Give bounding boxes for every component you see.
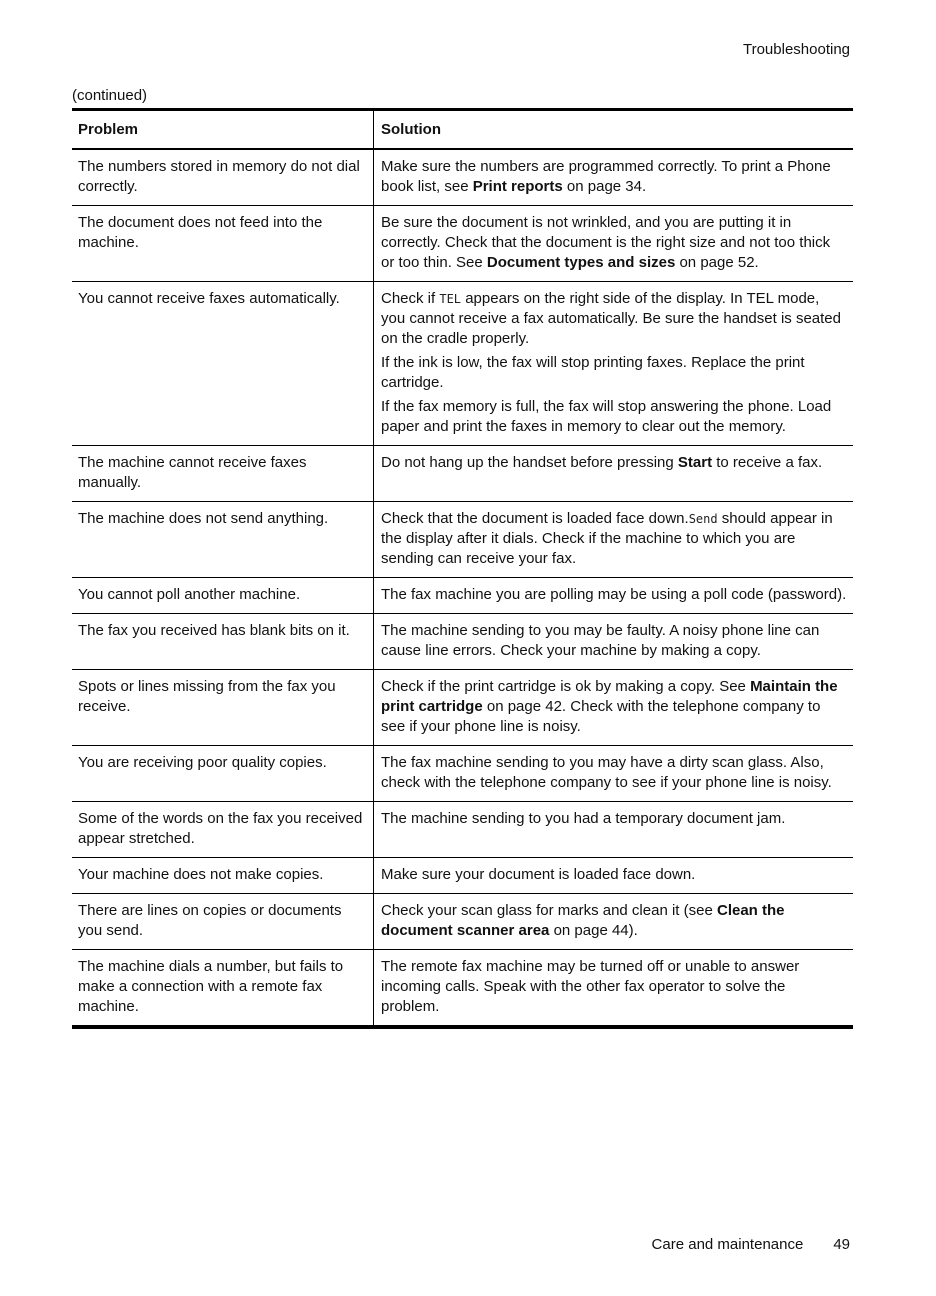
problem-cell: Some of the words on the fax you received appear stretched. — [72, 802, 374, 858]
table-row — [72, 802, 853, 858]
table-row — [72, 746, 853, 802]
text-run: Be sure the document is not wrinkled, and you are putting it in correctly. Check that the document is the right size and not too thick or too thin. See — [381, 214, 831, 271]
problem-cell: You cannot receive faxes automatically. — [72, 282, 374, 446]
solution-paragraph — [381, 621, 847, 661]
text-run: If the fax memory is full, the fax will stop answering the phone. Load paper and print the faxes in memory to clear out the memory. — [381, 398, 832, 435]
solution-cell — [374, 858, 854, 894]
column-header-problem: Problem — [72, 110, 374, 150]
display-text: TEL — [439, 292, 462, 306]
solution-cell — [374, 802, 854, 858]
page-number: 49 — [833, 1236, 850, 1253]
solution-cell — [374, 894, 854, 950]
running-header: Troubleshooting — [742, 41, 850, 58]
text-run: If the ink is low, the fax will stop printing faxes. Replace the print cartridge. — [381, 354, 805, 391]
table-row — [72, 502, 853, 578]
table-row — [72, 446, 853, 502]
text-run: The machine sending to you may be faulty. A noisy phone line can cause line errors. Check your machine by making a copy. — [381, 622, 820, 659]
text-run: should appear in the display after it dials. Check if the machine to which you are sending can receive your fax. — [381, 510, 833, 567]
solution-paragraph — [381, 677, 847, 737]
table-row — [72, 950, 853, 1028]
problem-cell: The fax you received has blank bits on it. — [72, 614, 374, 670]
solution-cell — [374, 670, 854, 746]
solution-cell — [374, 578, 854, 614]
text-run: to receive a fax. — [712, 454, 823, 471]
text-run: The remote fax machine may be turned off or unable to answer incoming calls. Speak with the other fax operator to solve the problem. — [381, 958, 800, 1015]
page-footer — [652, 1236, 850, 1253]
solution-paragraph — [381, 397, 847, 437]
table-header-row — [72, 110, 853, 150]
continued-label: (continued) — [72, 87, 148, 104]
table-row — [72, 614, 853, 670]
text-run: Check if — [381, 290, 440, 307]
solution-cell — [374, 502, 854, 578]
text-run: The fax machine you are polling may be using a poll code (password). — [381, 586, 847, 603]
text-run: on page 34. — [562, 178, 647, 195]
text-run: on page 52. — [675, 254, 759, 271]
solution-paragraph — [381, 585, 847, 605]
solution-paragraph — [381, 957, 847, 1017]
text-run: Make sure the numbers are programmed correctly. To print a Phone book list, see — [381, 158, 831, 195]
table-row — [72, 149, 853, 206]
text-run: appears on the right side of the display. In TEL mode, you cannot receive a fax automatically. Be sure the handset is seated on the cradle properly. — [381, 290, 841, 347]
bold-reference: Start — [677, 454, 713, 471]
table-row — [72, 282, 853, 446]
text-run: Check if the print cartridge is ok by making a copy. See — [381, 678, 751, 695]
text-run: Check your scan glass for marks and clean it (see — [381, 902, 717, 919]
text-run: Do not hang up the handset before pressing — [381, 454, 678, 471]
solution-cell — [374, 149, 854, 206]
problem-cell: The machine cannot receive faxes manually. — [72, 446, 374, 502]
problem-cell: Spots or lines missing from the fax you receive. — [72, 670, 374, 746]
solution-cell — [374, 614, 854, 670]
table-row — [72, 206, 853, 282]
display-text: Send — [688, 512, 718, 526]
bold-reference: Clean the document scanner area — [381, 902, 785, 939]
text-run: The machine sending to you had a temporary document jam. — [381, 810, 786, 827]
solution-paragraph — [381, 213, 847, 273]
text-run: The fax machine sending to you may have a dirty scan glass. Also, check with the telephone company to see if your phone line is noisy. — [381, 754, 832, 791]
solution-paragraph — [381, 157, 847, 197]
solution-paragraph — [381, 901, 847, 941]
text-run: on page 42. Check with the telephone company to see if your phone line is noisy. — [381, 698, 821, 735]
solution-paragraph — [381, 509, 847, 569]
problem-cell: The numbers stored in memory do not dial correctly. — [72, 149, 374, 206]
problem-cell: The machine dials a number, but fails to make a connection with a remote fax machine. — [72, 950, 374, 1028]
solution-cell — [374, 206, 854, 282]
solution-cell — [374, 446, 854, 502]
bold-reference: Print reports — [472, 178, 563, 195]
solution-paragraph — [381, 865, 847, 885]
troubleshooting-table — [72, 108, 853, 1029]
text-run: Make sure your document is loaded face down. — [381, 866, 696, 883]
bold-reference: Document types and sizes — [486, 254, 676, 271]
solution-cell — [374, 746, 854, 802]
problem-cell: There are lines on copies or documents you send. — [72, 894, 374, 950]
problem-cell: Your machine does not make copies. — [72, 858, 374, 894]
table-row — [72, 858, 853, 894]
text-run: on page 44). — [549, 922, 638, 939]
bold-reference: Maintain the print cartridge — [381, 678, 838, 715]
problem-cell: The document does not feed into the machine. — [72, 206, 374, 282]
table-row — [72, 894, 853, 950]
solution-paragraph — [381, 809, 847, 829]
solution-paragraph — [381, 753, 847, 793]
solution-paragraph — [381, 353, 847, 393]
table-row — [72, 670, 853, 746]
column-header-solution: Solution — [374, 110, 854, 150]
solution-paragraph — [381, 453, 847, 473]
text-run: Check that the document is loaded face down. — [381, 510, 689, 527]
problem-cell: The machine does not send anything. — [72, 502, 374, 578]
solution-cell — [374, 282, 854, 446]
footer-section: Care and maintenance — [651, 1236, 804, 1253]
table-row — [72, 578, 853, 614]
problem-cell: You are receiving poor quality copies. — [72, 746, 374, 802]
solution-cell — [374, 950, 854, 1028]
problem-cell: You cannot poll another machine. — [72, 578, 374, 614]
solution-paragraph — [381, 289, 847, 349]
